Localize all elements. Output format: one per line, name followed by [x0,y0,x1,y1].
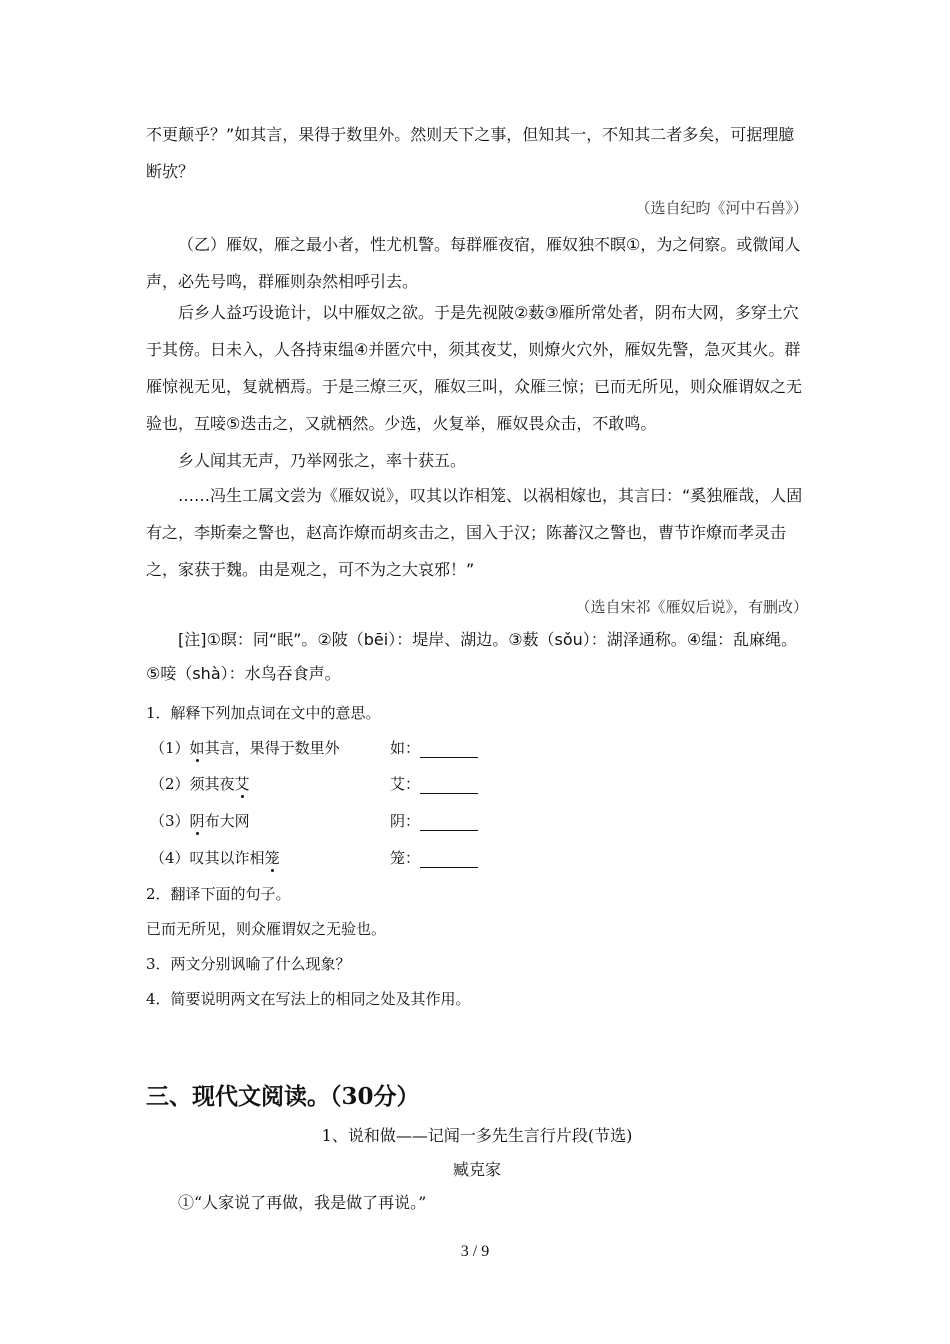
question-1: 1．解释下列加点词在文中的意思。 [146,704,381,722]
answer-slot: 如： [390,737,478,758]
answer-slot: 阴： [390,810,478,831]
annotation-note: [注]①瞑：同“眠”。②陂（bēi）：堤岸、湖边。③薮（sǒu）：湖泽通称。④缊：乱麻绳。⑤唼（shà）：水鸟吞食声。 [146,630,798,683]
question-2-sentence: 已而无所见，则众雁谓奴之无验也。 [146,920,387,938]
question-1-item [150,773,490,797]
dotted-word: 阴 [189,812,205,830]
answer-blank[interactable] [420,776,478,794]
dotted-word: 艾 [234,775,250,793]
item-text: （3）阴布大网 [150,812,250,830]
passage-a-source: （选自纪昀《河中石兽》） [635,199,808,217]
question-1-item [150,810,490,834]
answer-blank[interactable] [420,740,478,758]
article-title: 1、说和做——记闻一多先生言行片段(节选) [321,1126,633,1145]
passage-b-paragraph-2: 后乡人益巧设诡计，以中雁奴之欲。于是先视陂②薮③雁所常处者，阴布大网，多穿土穴于其傍。日未入，人各持束缊④并匿穴中，须其夜艾，则燎火穴外，雁奴先警，急灭其火。群雁惊视无见，复就栖焉。于是三燎三灭，雁奴三叫，众雁三惊；已而无所见，则众雁谓奴之无验也，互唼⑤迭击之，又就栖然。少选，火复举，雁奴畏众击，不敢鸣。 [146,303,803,433]
answer-slot: 艾： [390,773,478,794]
passage-a-ending: 不更颠乎？”如其言，果得于数里外。然则天下之事，但知其一，不知其二者多矣，可据理臆断欤？ [146,125,795,181]
item-text: （2）须其夜艾 [150,775,250,793]
item-text: （1）如其言，果得于数里外 [150,739,340,757]
passage-b-source: （选自宋祁《雁奴后说》，有删改） [575,598,808,616]
question-3: 3．两文分别讽喻了什么现象？ [146,955,351,973]
answer-blank[interactable] [420,850,478,868]
page-number: 3 / 9 [460,1243,490,1260]
question-1-item [150,847,490,871]
article-author: 臧克家 [452,1160,501,1179]
passage-b-paragraph-1: （乙）雁奴，雁之最小者，性尤机警。每群雁夜宿，雁奴独不瞑①，为之伺察。或微闻人声，必先号鸣，群雁则杂然相呼引去。 [146,235,801,291]
question-1-item [150,737,490,761]
section-heading: 三、现代文阅读。（30分） [146,1083,420,1110]
dotted-word: 如 [189,739,205,757]
answer-slot: 笼： [390,847,478,868]
passage-b-paragraph-3: 乡人闻其无声，乃举网张之，率十获五。 [178,451,467,470]
passage-b-paragraph-4: ……冯生工属文尝为《雁奴说》，叹其以诈相笼、以祸相嫁也，其言曰：“奚独雁哉，人固有之，李斯秦之警也，赵高诈燎而胡亥击之，国入于汉；陈蕃汉之警也，曹节诈燎而孝灵击之，家获于魏。由是观之，可不为之大哀邪！” [146,486,803,579]
question-2: 2．翻译下面的句子。 [146,885,291,903]
dotted-word: 笼 [264,849,280,867]
question-4: 4．简要说明两文在写法上的相同之处及其作用。 [146,990,471,1008]
answer-blank[interactable] [420,813,478,831]
item-text: （4）叹其以诈相笼 [150,849,280,867]
article-first-line: ①“人家说了再做，我是做了再说。” [178,1193,427,1212]
